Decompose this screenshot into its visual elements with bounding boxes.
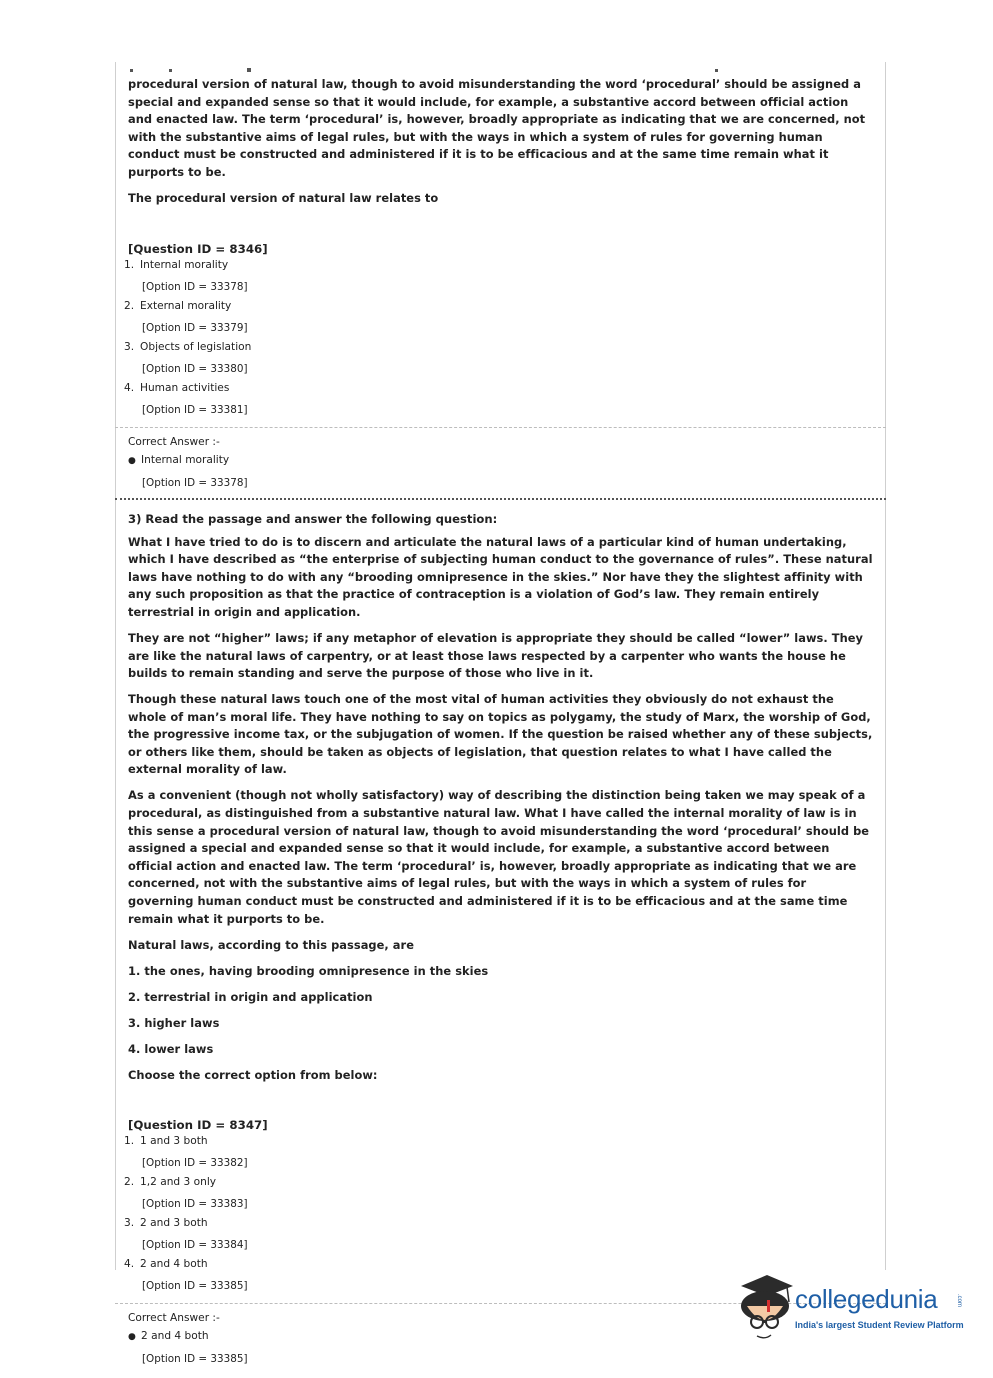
bullet-icon: ● (128, 1332, 136, 1343)
option-text: 2 and 4 both (140, 1258, 208, 1271)
option-text: External morality (140, 299, 232, 312)
option-number: 2. (124, 299, 135, 312)
question-3-id: [Question ID = 8347] (128, 1118, 268, 1133)
bullet-icon: ● (128, 455, 136, 466)
correct-answer-text: Internal morality (141, 453, 230, 466)
logo-tagline: India's largest Student Review Platform (795, 1320, 964, 1330)
option-text: 2 and 3 both (140, 1217, 208, 1230)
option-number: 4. (124, 381, 135, 394)
option-id: [Option ID = 33382] (142, 1157, 248, 1170)
correct-answer-option-id: [Option ID = 33385] (142, 1353, 248, 1366)
document-content (124, 76, 873, 1371)
option-text: Objects of legislation (140, 340, 252, 353)
option-number: 1. (124, 1135, 135, 1148)
question-3-instruction: Choose the correct option from below: (128, 1067, 378, 1082)
passage-paragraph: They are not “higher” laws; if any metaphor of elevation is appropriate they should be called “lower” laws. They are like the natural laws of carpentry, or at least those laws respected by a carpenter who wants the house he builds to remain standing and serve the purpose of those who live in it. (128, 630, 863, 681)
divider (115, 427, 886, 428)
correct-answer-label: Correct Answer :- (128, 1312, 220, 1325)
question-2-prompt: The procedural version of natural law relates to (128, 190, 439, 205)
option-text: Human activities (140, 381, 230, 394)
option-item (124, 381, 873, 395)
collegedunia-logo (735, 1272, 965, 1347)
question-2-options (124, 258, 873, 417)
option-id: [Option ID = 33381] (142, 403, 248, 416)
logo-domain-suffix: .com (956, 1294, 962, 1308)
statement-item: 4. lower laws (128, 1041, 214, 1056)
option-item (124, 299, 873, 313)
option-number: 3. (124, 1217, 135, 1230)
option-text: Internal morality (140, 258, 229, 271)
passage-paragraph: Though these natural laws touch one of the most vital of human activities they obviously do not exhaust the whole of man’s moral life. They have nothing to say on topics as polygamy, the study of Marx, the worship of God, the progressive income tax, or the subjugation of women. If the question be raised whether any of these subjects, or others like them, should be taken as objects of legislation, that question relates to what I have called the external morality of law. (128, 692, 873, 777)
option-id: [Option ID = 33378] (142, 280, 248, 293)
question-2-id: [Question ID = 8346] (128, 241, 268, 256)
option-item (124, 1216, 873, 1230)
option-item (124, 340, 873, 354)
option-number: 4. (124, 1258, 135, 1271)
passage-paragraph: What I have tried to do is to discern and articulate the natural laws of a particular kind of human undertaking, which I have described as “the enterprise of subjecting human conduct to the governance of rules”. These natural laws have nothing to do with any “brooding omnipresence in the skies.” Nor have they the slightest affinity with any such proposition as that the practice of contraception is a violation of God’s law. They remain entirely terrestrial in origin and application. (128, 534, 873, 619)
correct-answer-label: Correct Answer :- (128, 435, 220, 448)
cut-off-text-fragments (128, 67, 873, 73)
question-3-options (124, 1134, 873, 1293)
option-text: 1,2 and 3 only (140, 1176, 217, 1189)
question-3-heading: 3) Read the passage and answer the following question: (128, 511, 498, 526)
mascot-icon (735, 1272, 795, 1347)
option-item (124, 1257, 873, 1271)
option-id: [Option ID = 33379] (142, 321, 248, 334)
correct-answer-option-id: [Option ID = 33378] (142, 476, 248, 489)
option-id: [Option ID = 33383] (142, 1198, 248, 1211)
passage-paragraph-continued: procedural version of natural law, though to avoid misunderstanding the word ‘procedural’ should be assigned a special and expanded sense so that it would include, for example, a substantive accord between official action and enacted law. The term ‘procedural’ is, however, broadly appropriate as indicating that we are concerned, not with the substantive aims of legal rules, but with the ways in which a system of rules for governing human conduct must be constructed and administered if it is to be efficacious and at the same time remain what it purports to be. (128, 77, 866, 179)
option-text: 1 and 3 both (140, 1135, 208, 1148)
option-item (124, 1134, 873, 1148)
question-3-prompt: Natural laws, according to this passage, are (128, 937, 414, 952)
statement-item: 3. higher laws (128, 1015, 220, 1030)
correct-answer (128, 453, 873, 468)
option-number: 2. (124, 1176, 135, 1189)
option-id: [Option ID = 33380] (142, 362, 248, 375)
correct-answer-text: 2 and 4 both (141, 1330, 209, 1343)
option-item (124, 1175, 873, 1189)
option-number: 1. (124, 258, 135, 271)
logo-wordmark: collegedunia (795, 1284, 938, 1314)
option-item (124, 258, 873, 272)
option-id: [Option ID = 33385] (142, 1280, 248, 1293)
option-id: [Option ID = 33384] (142, 1239, 248, 1252)
option-number: 3. (124, 340, 135, 353)
question-divider (115, 498, 886, 500)
statement-item: 2. terrestrial in origin and application (128, 989, 373, 1004)
statement-item: 1. the ones, having brooding omnipresence in the skies (128, 963, 489, 978)
passage-paragraph: As a convenient (though not wholly satisfactory) way of describing the distinction being taken we may speak of a procedural, as distinguished from a substantive natural law. What I have called the internal morality of law is in this sense a procedural version of natural law, though to avoid misunderstanding the word ‘procedural’ should be assigned a special and expanded sense so that it would include, for example, a substantive accord between official action and enacted law. The term ‘procedural’ is, however, broadly appropriate as indicating that we are concerned, not with the substantive aims of legal rules, but with the ways in which a system of rules for governing human conduct must be constructed and administered if it is to be efficacious and at the same time remain what it purports to be. (128, 788, 870, 926)
